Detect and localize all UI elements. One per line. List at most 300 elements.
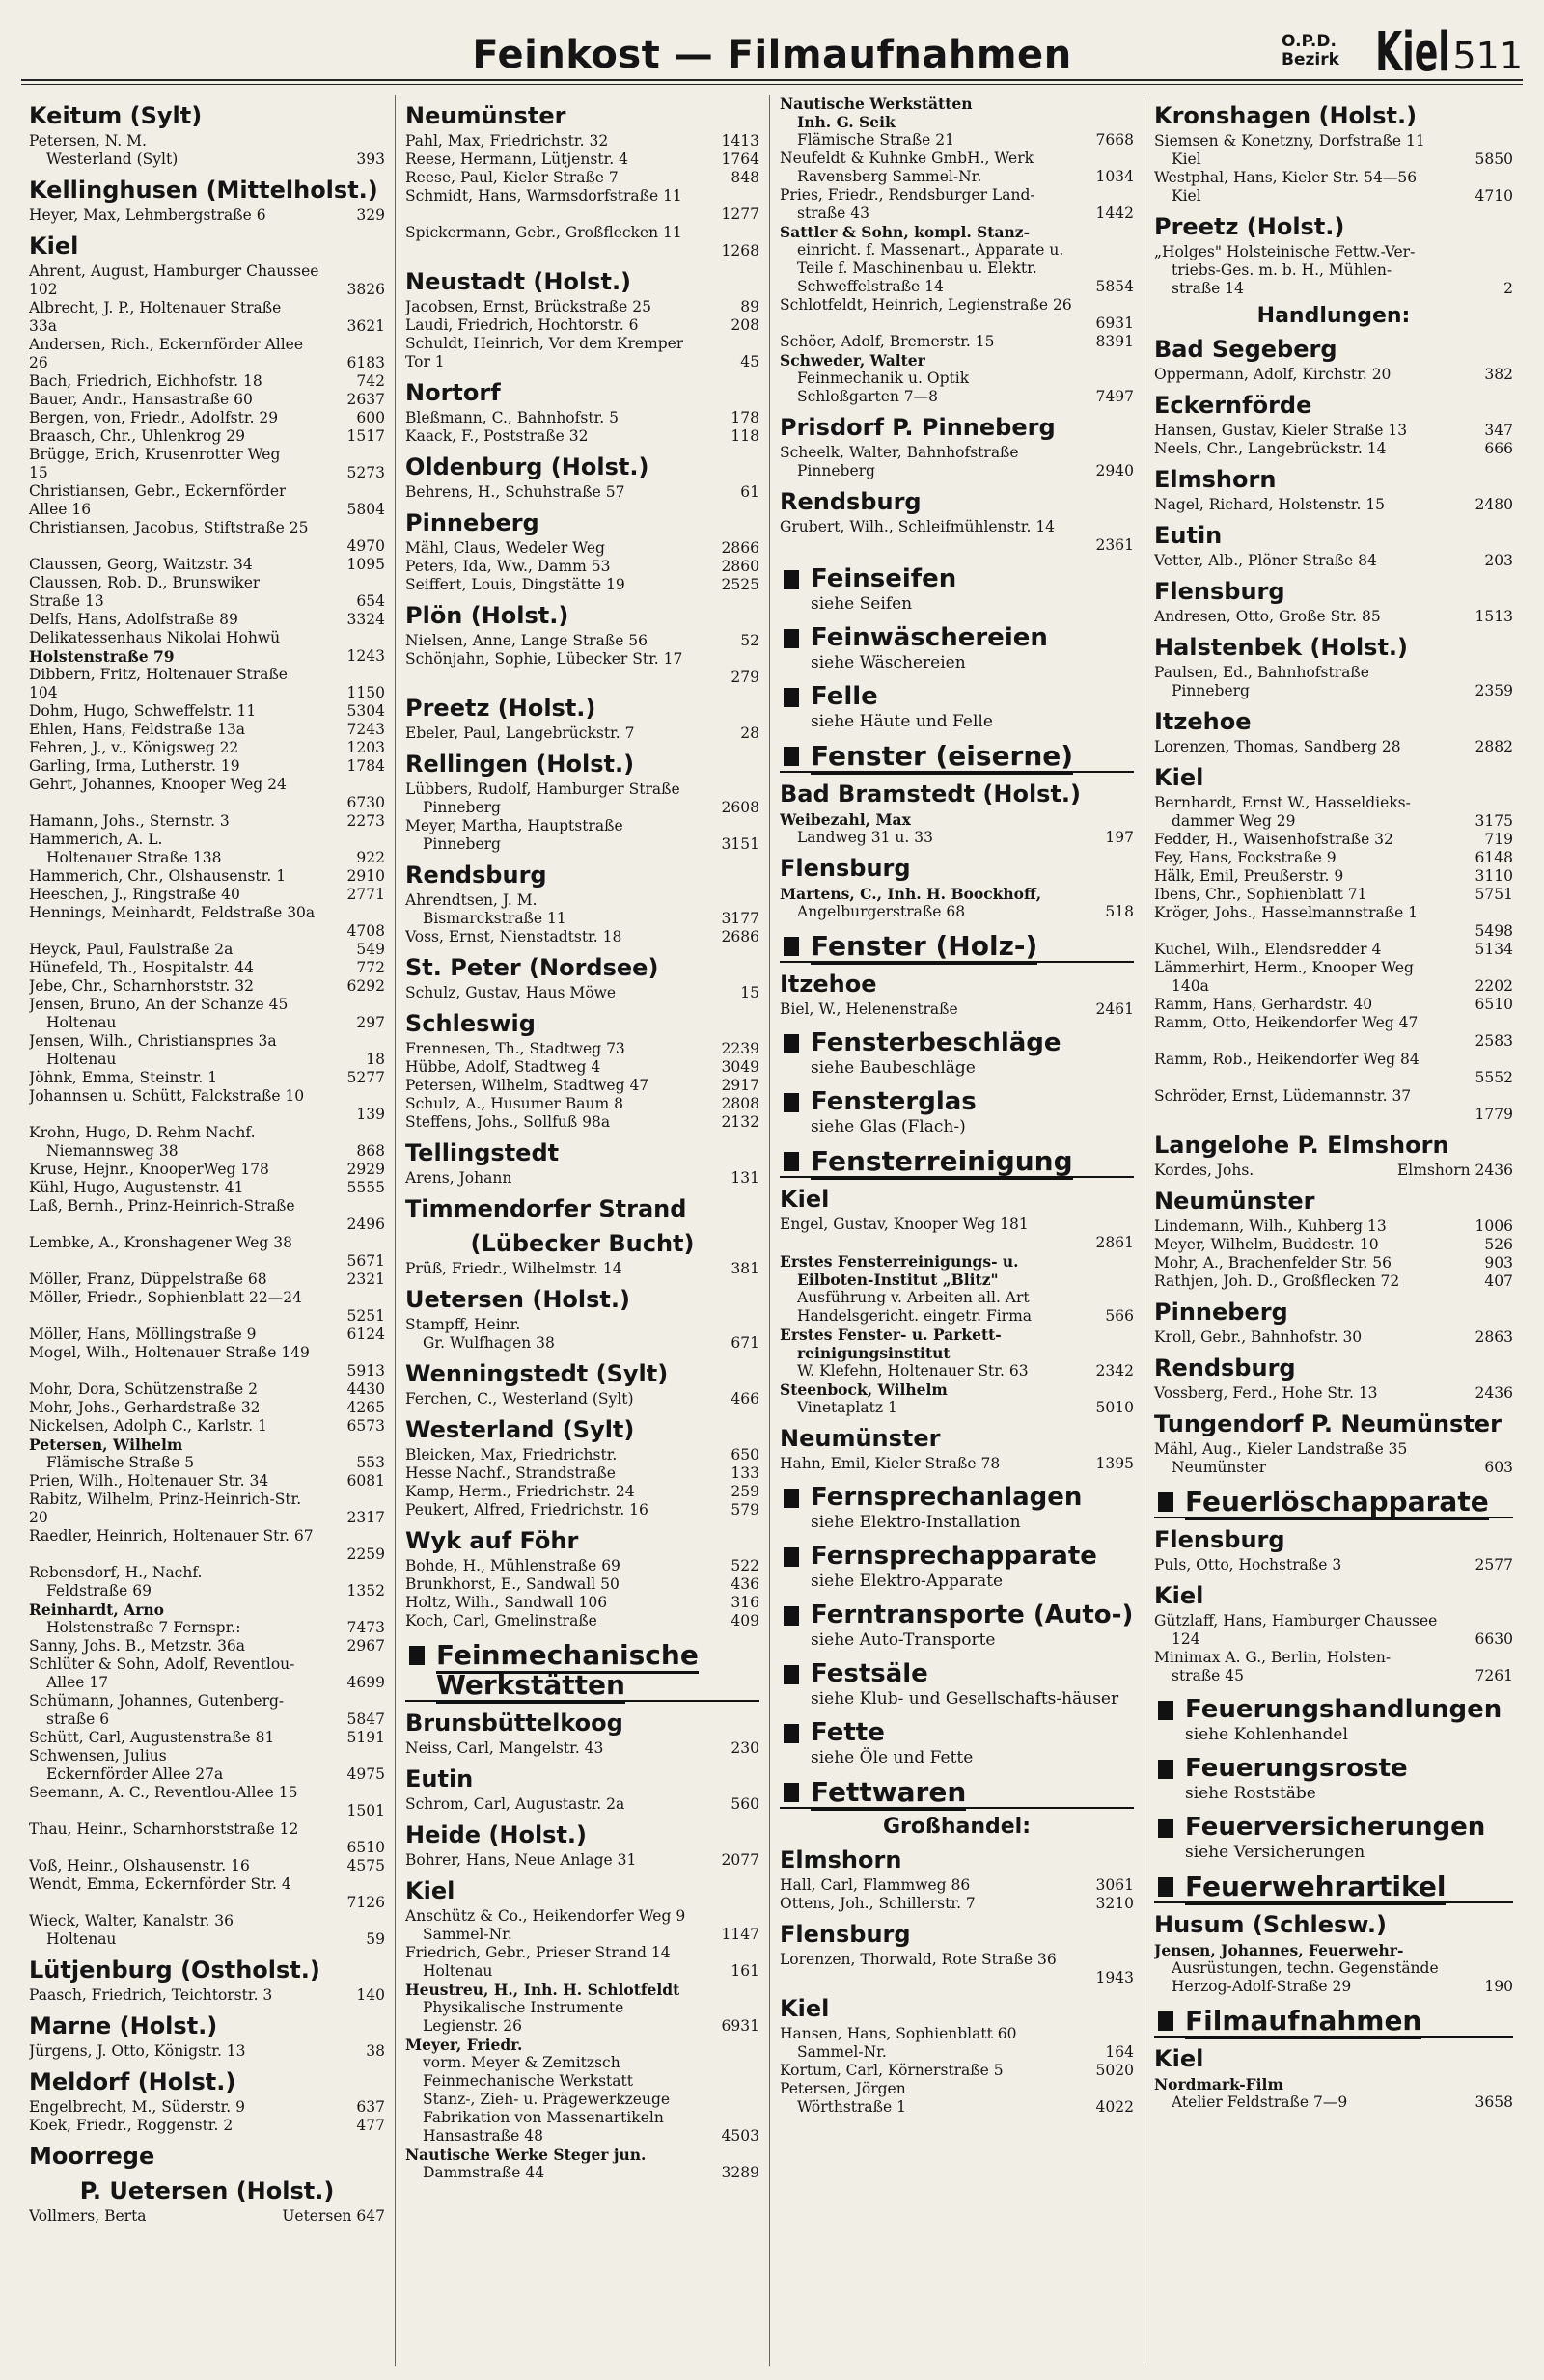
place-heading: Moorrege: [29, 2143, 155, 2170]
list-item: [29, 372, 385, 391]
phone-number: 1095: [346, 556, 385, 573]
entry-text: straße 43: [797, 205, 870, 222]
entry-text: Hübbe, Adolf, Stadtweg 4: [405, 1058, 601, 1076]
phone-number: 1352: [346, 1582, 385, 1600]
entry-text: Petersen, Jörgen: [780, 2080, 906, 2097]
list-item: [780, 1252, 1134, 1271]
entry-text: Schrom, Carl, Augustastr. 2a: [405, 1795, 625, 1813]
place-heading: Neumünster: [1154, 1188, 1315, 1215]
entry-text: Vetter, Alb., Plöner Straße 84: [1154, 552, 1377, 569]
category-title: Feuerlöschapparate: [1185, 1486, 1489, 1520]
category-reference: siehe Roststäbe: [1185, 1784, 1316, 1803]
list-item: [29, 611, 385, 629]
directory-block: [1154, 1911, 1513, 1996]
header-rule: [21, 79, 1523, 81]
entry-text: Rebensdorf, H., Nachf.: [29, 1564, 203, 1581]
entry-text: Christiansen, Jacobus, Stiftstraße 25: [29, 519, 309, 536]
category-heading: [780, 741, 1134, 773]
entry-text: Delikatessenhaus Nikolai Hohwü: [29, 629, 281, 646]
entry-text: Laß, Bernh., Prinz-Heinrich-Straße: [29, 1197, 295, 1215]
list-item: [405, 1594, 759, 1612]
entry-text: 15: [29, 464, 48, 481]
entry-text: Peters, Ida, Ww., Damm 53: [405, 558, 611, 575]
entry-text: Eilboten-Institut „Blitz": [797, 1271, 999, 1289]
list-item: [1154, 608, 1513, 626]
phone-number: 61: [740, 483, 759, 501]
sub-category-heading: Handlungen:: [1256, 304, 1411, 328]
entry-text: Grubert, Wilh., Schleifmühlenstr. 14: [780, 518, 1056, 535]
phone-number: 2436: [1475, 1384, 1513, 1402]
directory-block: [405, 1640, 759, 1702]
directory-block: [29, 177, 385, 225]
list-item: [29, 1326, 385, 1344]
list-item: [1154, 1328, 1513, 1347]
category-heading: [780, 1718, 1134, 1748]
phone-number: 59: [366, 1930, 385, 1948]
phone-number: 5251: [346, 1307, 385, 1325]
list-item: [29, 1637, 385, 1655]
entry-text: Schlotfeldt, Heinrich, Legienstraße 26: [780, 296, 1072, 314]
place-heading: Meldorf (Holst.): [29, 2068, 236, 2095]
entry-text: Kühl, Hugo, Augustenstr. 41: [29, 1179, 244, 1196]
place-heading: Pinneberg: [1154, 1299, 1288, 1326]
phone-number: 316: [731, 1594, 759, 1611]
list-item: [29, 1894, 385, 1912]
phone-number: 45: [740, 353, 759, 370]
list-item: [1154, 440, 1513, 458]
list-item: [405, 1390, 759, 1409]
phone-number: 297: [356, 1014, 385, 1031]
entry-text: Johannsen u. Schütt, Falckstraße 10: [29, 1087, 305, 1105]
entry-text: Ramm, Hans, Gerhardstr. 40: [1154, 996, 1373, 1013]
entry-text: Stanz-, Zieh- u. Prägewerkzeuge: [423, 2091, 671, 2108]
phone-number: 2583: [1475, 1032, 1513, 1050]
entry-text: Schweder, Walter: [780, 351, 925, 369]
entry-text: 102: [29, 281, 58, 298]
list-item: [405, 984, 759, 1002]
list-item: [1154, 2075, 1513, 2093]
list-item: [405, 1077, 759, 1095]
list-item: [1154, 738, 1513, 756]
list-item: [1154, 261, 1513, 280]
place-heading: Preetz (Holst.): [405, 695, 596, 722]
entry-text: Paulsen, Ed., Bahnhofstraße: [1154, 664, 1369, 681]
phone-number: 8391: [1095, 333, 1134, 350]
directory-block: [780, 564, 1134, 614]
entry-text: Puls, Otto, Hochstraße 3: [1154, 1556, 1342, 1573]
list-item: [780, 131, 1134, 150]
list-item: [780, 1289, 1134, 1307]
entry-text: Fehren, J., v., Königsweg 22: [29, 739, 239, 756]
phone-number: 3658: [1475, 2093, 1513, 2111]
entry-text: Atelier Feldstraße 7—9: [1172, 2093, 1348, 2111]
list-item: [29, 1014, 385, 1032]
place-heading: Eutin: [1154, 522, 1223, 549]
category-title: Feuerwehrartikel: [1185, 1871, 1446, 1905]
list-item: [405, 632, 759, 650]
place-heading: Marne (Holst.): [29, 2012, 218, 2039]
phone-number: 566: [1105, 1307, 1134, 1325]
category-heading: [780, 1600, 1134, 1630]
phone-number: 6931: [1095, 315, 1134, 332]
entry-text: Seiffert, Louis, Dingstätte 19: [405, 576, 625, 593]
phone-number: 477: [356, 2117, 385, 2134]
entry-text: Andresen, Otto, Große Str. 85: [1154, 608, 1381, 625]
entry-text: Schönjahn, Sophie, Lübecker Str. 17: [405, 650, 683, 668]
entry-text: Bismarckstraße 11: [423, 910, 566, 927]
category-heading: [780, 1542, 1134, 1572]
place-heading: Wenningstedt (Sylt): [405, 1360, 669, 1387]
list-item: [29, 482, 385, 501]
phone-number: 3151: [721, 835, 759, 853]
phone-number: 868: [356, 1142, 385, 1160]
list-item: [29, 1454, 385, 1472]
list-item: [29, 849, 385, 867]
entry-text: Bergen, von, Friedr., Adolfstr. 29: [29, 409, 279, 426]
list-item: [780, 1234, 1134, 1252]
phone-number: 382: [1484, 366, 1513, 383]
directory-block: [1154, 1132, 1513, 1180]
directory-block: [780, 1542, 1134, 1591]
list-item: [405, 1316, 759, 1334]
list-item: [29, 794, 385, 812]
entry-text: Petersen, Wilhelm, Stadtweg 47: [405, 1077, 649, 1094]
phone-number: 666: [1484, 440, 1513, 457]
entry-text: Legienstr. 26: [423, 2017, 522, 2035]
list-item: [780, 95, 1134, 113]
entry-text: Hesse Nachf., Strandstraße: [405, 1464, 616, 1482]
directory-block: [1154, 1813, 1513, 1862]
list-item: [29, 391, 385, 409]
place-heading: P. Uetersen (Holst.): [79, 2177, 335, 2204]
directory-block: [1154, 1526, 1513, 1574]
directory-block: [405, 751, 759, 854]
phone-number: 2317: [346, 1509, 385, 1526]
list-item: [405, 2017, 759, 2036]
entry-text: straße 6: [46, 1710, 110, 1728]
list-item: [1154, 794, 1513, 812]
entry-text: Sammel-Nr.: [797, 2043, 887, 2061]
phone-number: 579: [731, 1501, 759, 1518]
list-item: [1154, 977, 1513, 996]
place-heading: Oldenburg (Holst.): [405, 453, 649, 480]
directory-block: [29, 2143, 385, 2170]
category-title: Feuerversicherungen: [1185, 1813, 1486, 1842]
list-item: [780, 150, 1134, 168]
entry-text: Biel, W., Helenenstraße: [780, 1000, 958, 1018]
list-item: [29, 1307, 385, 1326]
place-heading: Keitum (Sylt): [29, 102, 203, 129]
entry-text: Gehrt, Johannes, Knooper Weg 24: [29, 776, 287, 793]
list-item: [29, 1197, 385, 1216]
directory-block: [1154, 304, 1513, 328]
directory-column-4: [1144, 95, 1523, 2366]
place-heading: Kiel: [780, 1186, 830, 1213]
phone-number: 848: [731, 169, 759, 186]
entry-text: Lämmerhirt, Herm., Knooper Weg: [1154, 959, 1414, 976]
entry-text: Kortum, Carl, Körnerstraße 5: [780, 2062, 1004, 2079]
list-item: [780, 278, 1134, 296]
place-heading: Brunsbüttelkoog: [405, 1710, 623, 1737]
place-heading: Lütjenburg (Ostholst.): [29, 1956, 320, 1983]
list-item: [405, 316, 759, 335]
entry-text: Holtz, Wilh., Sandwall 106: [405, 1594, 608, 1611]
phone-number: 2863: [1475, 1328, 1513, 1346]
phone-number: 131: [731, 1169, 759, 1187]
phone-number: 2342: [1095, 1362, 1134, 1380]
list-item: [29, 922, 385, 941]
entry-text: Bernhardt, Ernst W., Hasseldieks-: [1154, 794, 1411, 811]
entry-text: Schmidt, Hans, Warmsdorfstraße 11: [405, 187, 682, 205]
list-item: [405, 169, 759, 187]
list-item: [405, 353, 759, 371]
list-item: [29, 1032, 385, 1051]
list-item: [405, 1501, 759, 1519]
entry-text: Hälk, Emil, Preußerstr. 9: [1154, 867, 1344, 885]
phone-number: 5913: [346, 1362, 385, 1380]
phone-number: 2577: [1475, 1556, 1513, 1573]
list-item: [29, 1142, 385, 1161]
list-item: [405, 298, 759, 316]
list-item: [29, 1765, 385, 1784]
directory-block: [1154, 2006, 1513, 2038]
place-heading: Neumünster: [780, 1425, 941, 1452]
place-heading: Plön (Holst.): [405, 602, 569, 629]
phone-number: 4970: [346, 537, 385, 555]
entry-text: Paasch, Friedrich, Teichtorstr. 3: [29, 1986, 273, 2004]
phone-number: 3826: [346, 281, 385, 298]
list-item: [1154, 422, 1513, 440]
list-item: [780, 903, 1134, 921]
entry-text: Wieck, Walter, Kanalstr. 36: [29, 1912, 234, 1929]
list-item: [1154, 664, 1513, 682]
category-title: Ferntransporte (Auto-): [811, 1600, 1134, 1629]
directory-block: [1154, 1754, 1513, 1803]
list-item: [780, 2043, 1134, 2062]
list-item: [405, 539, 759, 558]
category-title: Fernsprechapparate: [811, 1542, 1097, 1571]
entry-text: Christiansen, Gebr., Eckernförder: [29, 482, 287, 500]
list-item: [405, 576, 759, 594]
entry-text: Flämische Straße 21: [797, 131, 954, 149]
directory-block: [405, 602, 759, 687]
entry-text: Heeschen, J., Ringstraße 40: [29, 886, 240, 903]
place-heading: Rendsburg: [405, 862, 547, 889]
entry-text: Ausführung v. Arbeiten all. Art: [797, 1289, 1030, 1306]
category-heading: [780, 1028, 1134, 1058]
phone-number: 6148: [1475, 849, 1513, 866]
list-item: [29, 1161, 385, 1179]
entry-text: straße 14: [1172, 280, 1245, 297]
list-item: [405, 2036, 759, 2054]
list-item: [29, 1692, 385, 1710]
entry-text: Jensen, Bruno, An der Schanze 45: [29, 996, 289, 1013]
list-item: [1154, 682, 1513, 700]
category-heading: [780, 623, 1134, 653]
entry-text: Pinneberg: [1172, 682, 1250, 699]
list-item: [1154, 1236, 1513, 1254]
entry-text: Minimax A. G., Berlin, Holsten-: [1154, 1649, 1392, 1666]
phone-number: 2808: [721, 1095, 759, 1112]
directory-block: [405, 1877, 759, 2182]
list-item: [780, 2062, 1134, 2080]
entry-text: Mohr, A., Brachenfelder Str. 56: [1154, 1254, 1392, 1272]
list-item: [1154, 1217, 1513, 1236]
list-item: [1154, 849, 1513, 867]
list-item: [405, 1612, 759, 1630]
district-line: Bezirk: [1282, 50, 1339, 69]
phone-number: 230: [731, 1739, 759, 1757]
phone-number: 208: [731, 316, 759, 334]
directory-block: [405, 1527, 759, 1630]
entry-text: Schwensen, Julius: [29, 1747, 167, 1764]
list-item: [1154, 1612, 1513, 1630]
phone-number: 6292: [346, 977, 385, 995]
category-heading: [780, 1659, 1134, 1689]
header-rule-thin: [21, 84, 1523, 85]
list-item: [780, 1381, 1134, 1399]
phone-number: 5671: [346, 1252, 385, 1270]
list-item: [780, 315, 1134, 333]
phone-number: 2: [1503, 280, 1513, 297]
list-item: [780, 1895, 1134, 1913]
entry-text: Albrecht, J. P., Holtenauer Straße: [29, 299, 282, 316]
list-item: [405, 205, 759, 224]
entry-text: Thau, Heinr., Scharnhorststraße 12: [29, 1820, 299, 1838]
phone-number: 118: [731, 427, 759, 445]
entry-text: dammer Weg 29: [1172, 812, 1296, 830]
entry-text: Neufeldt & Kuhnke GmbH., Werk: [780, 150, 1034, 167]
entry-text: Martens, C., Inh. H. Boockhoff,: [780, 885, 1042, 903]
list-item: [29, 150, 385, 169]
list-item: [780, 885, 1134, 903]
directory-block: [780, 855, 1134, 921]
entry-text: Nordmark-Film: [1154, 2075, 1283, 2093]
page-number: 511: [1452, 35, 1523, 77]
phone-number: 5854: [1095, 278, 1134, 295]
entry-text: Nautische Werkstätten: [780, 95, 973, 113]
phone-number: 52: [740, 632, 759, 649]
place-heading: Flensburg: [780, 855, 911, 882]
entry-text: Weibezahl, Max: [780, 810, 911, 829]
entry-text: Ottens, Joh., Schillerstr. 7: [780, 1895, 976, 1912]
list-item: [29, 464, 385, 482]
directory-block: [780, 414, 1134, 480]
phone-number: 553: [356, 1454, 385, 1471]
directory-block: [780, 1425, 1134, 1473]
phone-number: 190: [1484, 1978, 1513, 1995]
phone-number: 2132: [721, 1113, 759, 1131]
directory-block: [780, 1718, 1134, 1767]
list-item: [29, 1875, 385, 1894]
entry-text: Jensen, Wilh., Christiansprıes 3a: [29, 1032, 277, 1050]
entry-text: Tor 1: [405, 353, 445, 370]
list-item: [780, 351, 1134, 369]
phone-number: 4430: [346, 1381, 385, 1398]
list-item: [780, 369, 1134, 388]
list-item: [1154, 867, 1513, 886]
list-item: [1154, 169, 1513, 187]
list-item: [29, 1729, 385, 1747]
place-heading: Kiel: [1154, 764, 1204, 791]
list-item: [405, 1557, 759, 1575]
entry-text: Schloßgarten 7—8: [797, 388, 939, 405]
list-item: [780, 2098, 1134, 2117]
phone-number: 3175: [1475, 812, 1513, 830]
list-item: [780, 333, 1134, 351]
directory-block: [780, 971, 1134, 1019]
list-item: [29, 757, 385, 776]
list-item: [29, 1839, 385, 1857]
directory-block: [405, 1765, 759, 1814]
list-item: [405, 891, 759, 910]
category-reference: siehe Seifen: [811, 594, 913, 614]
entry-text: Mähl, Claus, Wedeler Weg: [405, 539, 605, 557]
list-item: [29, 1087, 385, 1106]
phone-number: 549: [356, 941, 385, 958]
entry-text: Fabrikation von Massenartikeln: [423, 2109, 664, 2126]
list-item: [29, 812, 385, 831]
list-item: [29, 1820, 385, 1839]
list-item: [780, 296, 1134, 315]
place-heading: Nortorf: [405, 379, 501, 406]
entry-text: Seemann, A. C., Reventlou-Allee 15: [29, 1784, 298, 1801]
list-item: [29, 1710, 385, 1729]
directory-block: [405, 268, 759, 371]
entry-text: 124: [1172, 1630, 1200, 1648]
entry-text: Delfs, Hans, Adolfstraße 89: [29, 611, 238, 628]
list-item: [29, 1747, 385, 1765]
phone-number: 6573: [346, 1417, 385, 1435]
category-title: Feinmechanische Werkstätten: [436, 1639, 699, 1704]
list-item: [405, 1040, 759, 1058]
list-item: [1154, 1941, 1513, 1959]
category-reference: siehe Elektro-Apparate: [811, 1572, 1004, 1591]
entry-text: Rathjen, Joh. D., Großflecken 72: [1154, 1272, 1400, 1290]
list-item: [29, 2042, 385, 2061]
directory-block: [29, 2177, 385, 2226]
category-reference: siehe Auto-Transporte: [811, 1630, 996, 1650]
phone-number: 347: [1484, 422, 1513, 439]
entry-text: Schweffelstraße 14: [797, 278, 944, 295]
entry-text: Dohm, Hugo, Schweffelstr. 11: [29, 702, 257, 720]
list-item: [29, 1124, 385, 1142]
phone-number: 89: [740, 298, 759, 315]
category-title: Felle: [811, 682, 878, 711]
entry-text: Koch, Carl, Gmelinstraße: [405, 1612, 597, 1629]
category-heading: [780, 931, 1134, 963]
list-item: [29, 867, 385, 886]
list-item: [29, 886, 385, 904]
directory-block: [780, 1600, 1134, 1650]
entry-text: Meyer, Wilhelm, Buddestr. 10: [1154, 1236, 1379, 1253]
phone-number: 2929: [346, 1161, 385, 1178]
entry-text: „Holges" Holsteinische Fettw.-Ver-: [1154, 243, 1416, 260]
directory-block: [780, 682, 1134, 731]
list-item: [29, 1930, 385, 1949]
list-item: [1154, 1069, 1513, 1087]
phone-number: 6510: [346, 1839, 385, 1856]
phone-number: 4699: [346, 1674, 385, 1691]
entry-text: Feinmechanik u. Optik: [797, 369, 970, 387]
directory-block: [780, 488, 1134, 555]
list-item: [405, 1464, 759, 1483]
entry-text: Pinneberg: [423, 799, 501, 816]
entry-text: Dammstraße 44: [423, 2164, 545, 2181]
entry-text: Feldstraße 69: [46, 1582, 152, 1600]
list-item: [1154, 132, 1513, 150]
list-item: [405, 1446, 759, 1464]
